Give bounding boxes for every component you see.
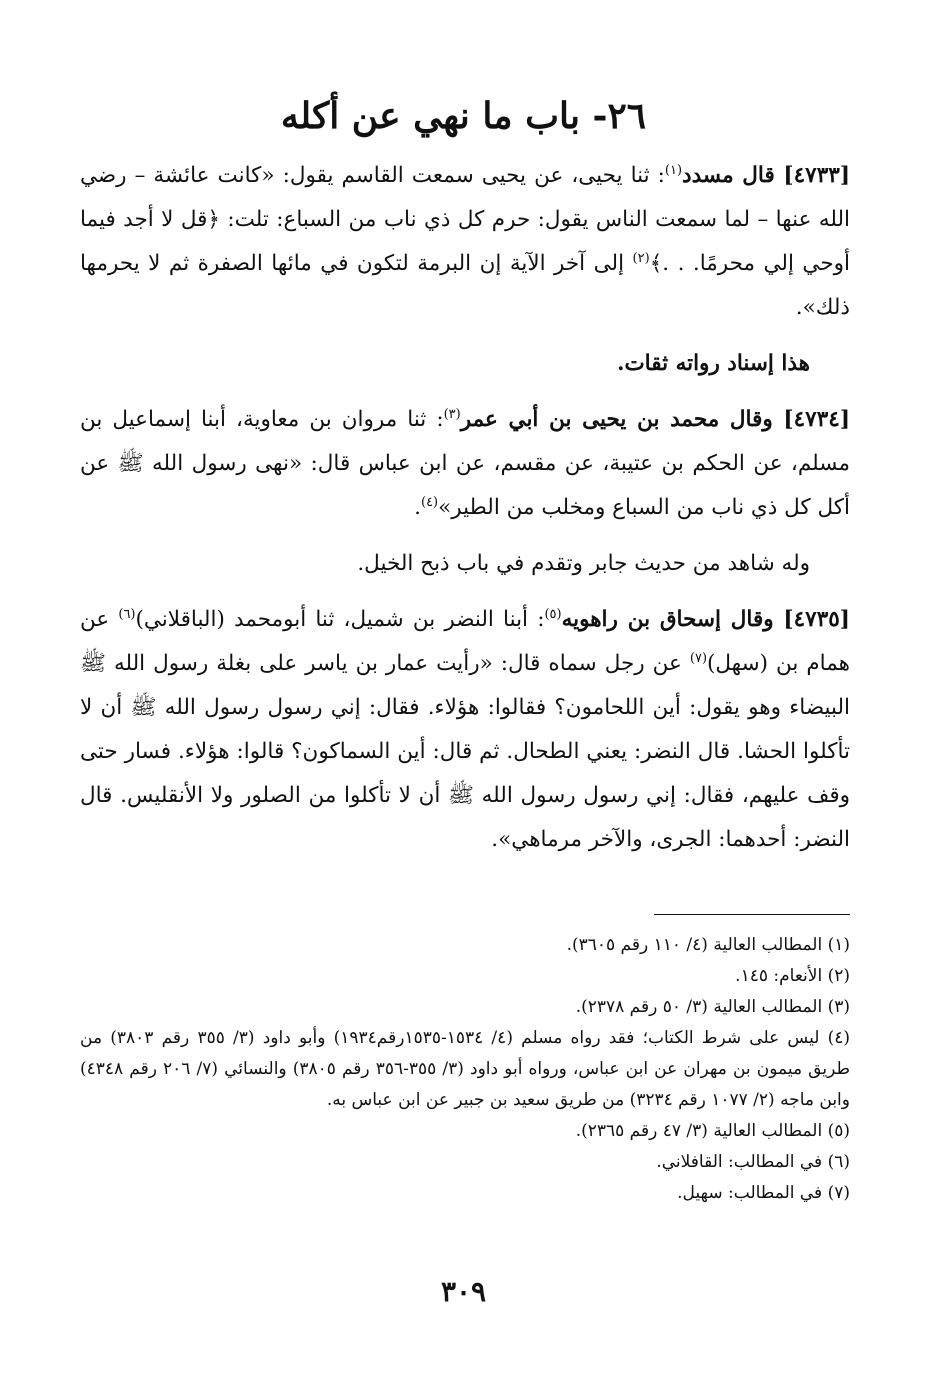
hadith-text: .: [414, 495, 421, 520]
hadith-text: عن همام بن (سهل): [80, 607, 850, 676]
footnote-ref[interactable]: (١): [664, 162, 683, 178]
hadith-4735: [80, 598, 850, 862]
footnote-7: (٧) في المطالب: سهيل.: [677, 1183, 850, 1203]
chapter-title: ٢٦- باب ما نهي عن أكله: [280, 95, 647, 137]
footnote-6: (٦) في المطالب: القافلاني.: [656, 1152, 850, 1172]
narrator-lead: [٤٧٣٣] قال مسدد: [682, 163, 850, 188]
footnote-2: (٢) الأنعام: ١٤٥.: [735, 966, 850, 986]
main-text: [80, 154, 850, 874]
grading-note: هذا إسناد رواته ثقات.: [616, 351, 810, 376]
footnote-3: (٣) المطالب العالية (٣/ ٥٠ رقم ٢٣٧٨).: [575, 997, 850, 1017]
witness-note: وله شاهد من حديث جابر وتقدم في باب ذبح الخيل.: [357, 551, 810, 576]
footnote-ref[interactable]: (٧): [689, 650, 708, 666]
footnote-4: (٤) ليس على شرط الكتاب؛ فقد رواه مسلم (٤/ ١٥٣٤-١٥٣٥رقم١٩٣٤) وأبو داود (٣/ ٣٥٥ رقم ٣٨٠٣) من طريق ميمون بن مهران عن ابن عباس، ورواه أبو داود (٣/ ٣٥٥-٣٥٦ رقم ٣٨٠٥) والنسائي (٧/ ٢٠٦ رقم ٤٣٤٨) وابن ماجه (٢/ ١٠٧٧ رقم ٣٢٣٤) من طريق سعيد بن جبير عن ابن عباس به.: [80, 1028, 851, 1110]
page-number: ٣٠٩: [440, 1275, 487, 1308]
footnote-ref[interactable]: (٦): [118, 606, 136, 622]
hadith-4734: [80, 398, 850, 530]
hadith-text: : أبنا النضر بن شميل، ثنا أبومحمد (الباقلاني): [135, 607, 545, 632]
narrator-lead: [٤٧٣٤] وقال محمد بن يحيى بن أبي عمر: [460, 407, 850, 432]
hadith-4733: [80, 154, 850, 330]
footnote-5: (٥) المطالب العالية (٣/ ٤٧ رقم ٢٣٦٥).: [575, 1121, 850, 1141]
footnote-ref[interactable]: (٢): [632, 250, 650, 266]
hadith-text: : ثنا يحيى، عن يحيى سمعت القاسم يقول: «كانت عائشة – رضي الله عنها – لما سمعت الناس يقول: حرم كل ذي ناب من السباع: تلت: ﴿قل لا أجد فيما أوحي إلي محرمًا. . .﴾: [80, 163, 850, 276]
hadith-text: عن رجل سماه قال: «رأيت عمار بن ياسر على بغلة رسول الله ﷺ البيضاء وهو يقول: أين اللحامون؟ فقالوا: هؤلاء. فقال: إني رسول رسول الله ﷺ أن لا تأكلوا الحشا. قال النضر: يعني الطحال. ثم قال: أين السماكون؟ قالوا: هؤلاء. فسار حتى وقف عليهم، فقال: إني رسول رسول الله ﷺ أن لا تأكلوا من الصلور ولا الأنقليس. قال النضر: أحدهما: الجرى، والآخر مرماهي».: [80, 651, 850, 852]
hadith-text: : ثنا مروان بن معاوية، أبنا إسماعيل بن مسلم، عن الحكم بن عتيبة، عن مقسم، عن ابن عباس قال: «نهى رسول الله ﷺ عن أكل كل ذي ناب من السباع ومخلب من الطير»: [80, 407, 850, 520]
footnote-1: (١) المطالب العالية (٤/ ١١٠ رقم ٣٦٠٥).: [566, 935, 850, 955]
footnote-ref[interactable]: (٣): [443, 406, 461, 422]
footnote-ref[interactable]: (٤): [420, 494, 439, 510]
footnotes: [80, 930, 850, 1209]
hadith-text: إلى آخر الآية إن البرمة لتكون في مائها الصفرة ثم لا يحرمها ذلك».: [80, 251, 850, 320]
footnote-divider: [654, 914, 850, 915]
narrator-lead: [٤٧٣٥] وقال إسحاق بن راهويه: [561, 607, 850, 632]
footnote-ref[interactable]: (٥): [544, 606, 562, 622]
